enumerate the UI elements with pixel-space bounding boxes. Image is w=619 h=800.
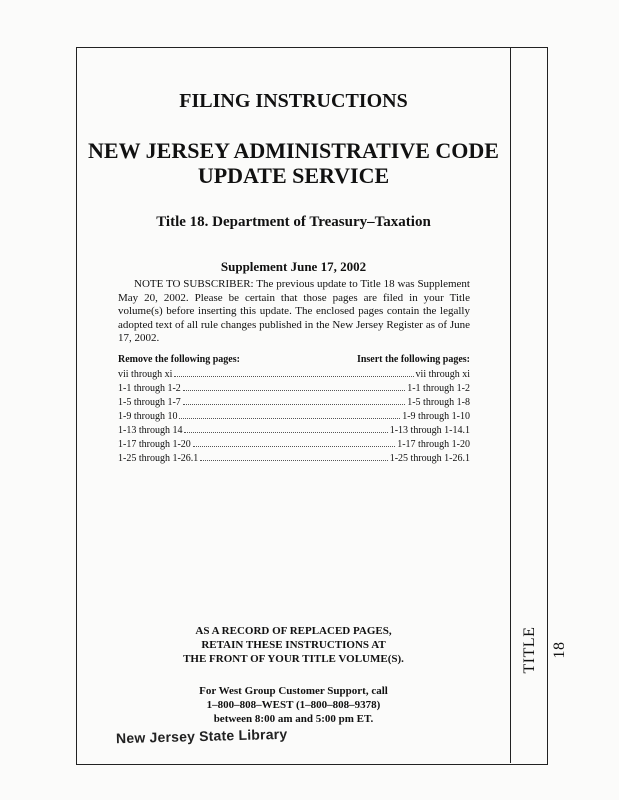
dot-leader bbox=[174, 376, 413, 377]
insert-header: Insert the following pages: bbox=[356, 354, 470, 365]
support-phone: 1–800–808–WEST (1–800–808–9378) bbox=[206, 699, 381, 711]
remove-cell: 1-13 through 14 bbox=[118, 425, 183, 436]
table-row bbox=[118, 410, 470, 424]
remove-header: Remove the following pages: bbox=[118, 354, 240, 365]
code-title-line1: NEW JERSEY ADMINISTRATIVE CODE bbox=[88, 138, 499, 163]
table-row bbox=[118, 368, 470, 382]
table-row bbox=[118, 382, 470, 396]
insert-cell: vii through xi bbox=[415, 369, 470, 380]
table-row bbox=[118, 396, 470, 410]
remove-cell: 1-9 through 10 bbox=[118, 411, 178, 422]
subscriber-note: NOTE TO SUBSCRIBER: The previous update to Title 18 was Supplement May 20, 2002. Please be certain that those pages are filed in your Title volume(s) before inserting this update. The enclosed pages contain the legally adopted text of all rule changes published in the New Jersey Register as of June 17, 2002. bbox=[118, 278, 470, 344]
insert-cell: 1-1 through 1-2 bbox=[407, 383, 470, 394]
remove-cell: 1-25 through 1-26.1 bbox=[118, 453, 199, 464]
code-title-line2: UPDATE SERVICE bbox=[197, 163, 390, 188]
table-row bbox=[118, 424, 470, 438]
remove-cell: vii through xi bbox=[118, 369, 173, 380]
dot-leader bbox=[200, 460, 387, 461]
insert-cell: 1-25 through 1-26.1 bbox=[389, 453, 470, 464]
dot-leader bbox=[184, 432, 387, 433]
record-line: AS A RECORD OF REPLACED PAGES, bbox=[195, 625, 392, 637]
insert-cell: 1-5 through 1-8 bbox=[407, 397, 470, 408]
department-title: Title 18. Department of Treasury–Taxation bbox=[156, 214, 431, 230]
insert-cell: 1-9 through 1-10 bbox=[402, 411, 470, 422]
tab-divider bbox=[510, 47, 511, 763]
remove-cell: 1-1 through 1-2 bbox=[118, 383, 181, 394]
insert-cell: 1-17 through 1-20 bbox=[397, 439, 470, 450]
dot-leader bbox=[183, 390, 405, 391]
record-instructions bbox=[77, 624, 510, 666]
record-line: THE FRONT OF YOUR TITLE VOLUME(S). bbox=[183, 653, 404, 665]
dot-leader bbox=[179, 418, 400, 419]
support-hours: between 8:00 am and 5:00 pm ET. bbox=[213, 713, 374, 725]
page-replacement-table bbox=[118, 353, 470, 466]
remove-cell: 1-5 through 1-7 bbox=[118, 397, 181, 408]
tab-label: TITLE 18 bbox=[521, 626, 568, 674]
supplement-date: Supplement June 17, 2002 bbox=[220, 259, 367, 274]
dot-leader bbox=[183, 404, 405, 405]
record-line: RETAIN THESE INSTRUCTIONS AT bbox=[201, 639, 386, 651]
page-title: FILING INSTRUCTIONS bbox=[179, 90, 408, 112]
table-row bbox=[118, 452, 470, 466]
table-row bbox=[118, 438, 470, 452]
library-stamp: New Jersey State Library bbox=[115, 725, 288, 747]
code-title bbox=[77, 138, 510, 188]
table-header bbox=[118, 353, 470, 367]
support-line: For West Group Customer Support, call bbox=[199, 685, 388, 697]
customer-support-info bbox=[77, 684, 510, 726]
dot-leader bbox=[193, 446, 395, 447]
remove-cell: 1-17 through 1-20 bbox=[118, 439, 191, 450]
insert-cell: 1-13 through 1-14.1 bbox=[389, 425, 470, 436]
